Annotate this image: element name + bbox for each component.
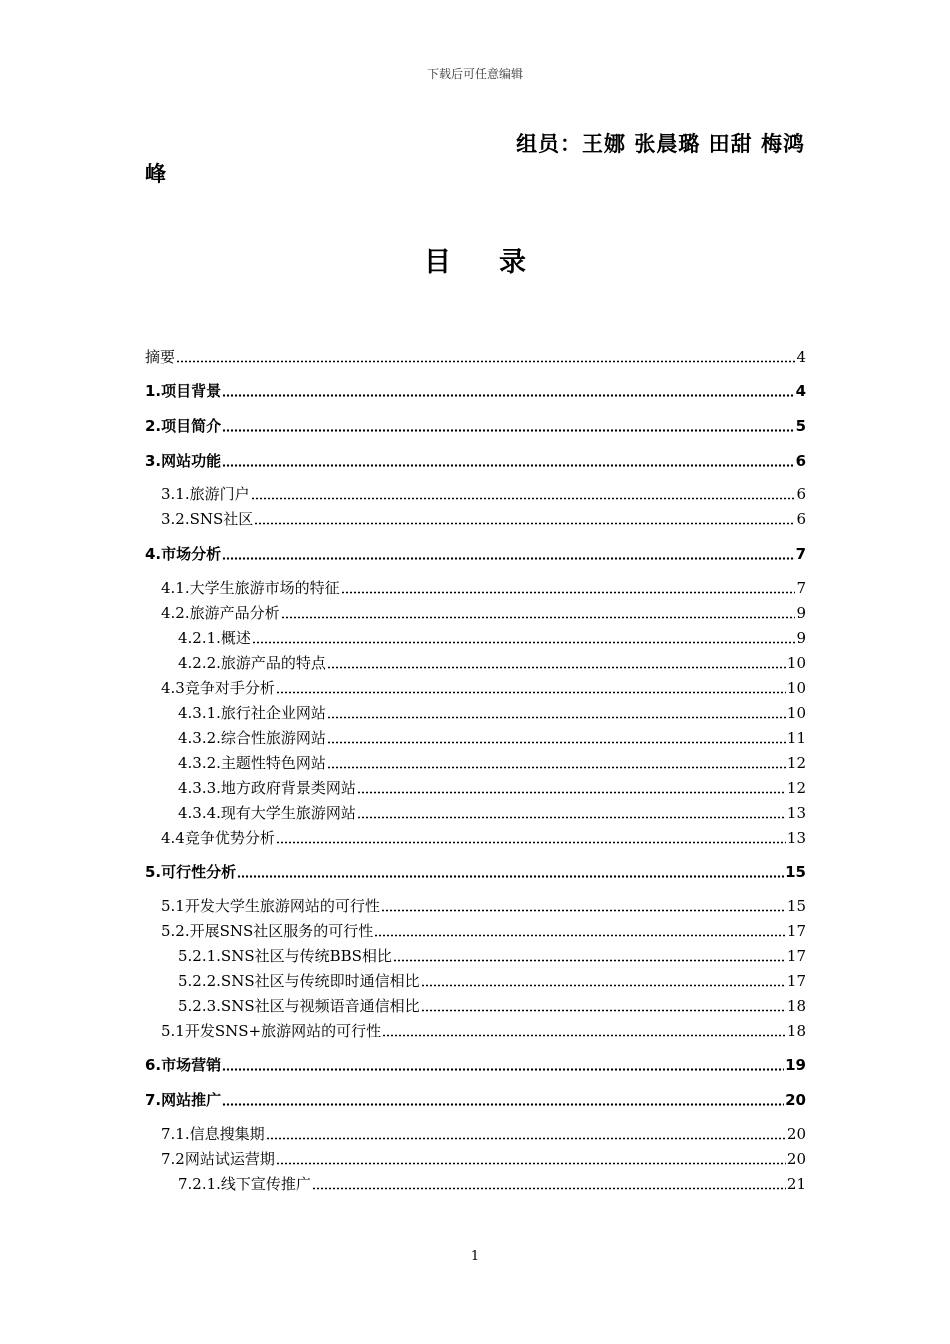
toc-entry-page: 15 [785, 863, 806, 881]
toc-entry-label: 4.3.4.现有大学生旅游网站 [178, 804, 356, 822]
toc-entry-label: 7.1.信息搜集期 [161, 1125, 265, 1143]
toc-entry-label: 5.1开发SNS+旅游网站的可行性 [161, 1022, 382, 1040]
toc-entry[interactable] [145, 1053, 806, 1075]
toc-entry-label: 4.3竞争对手分析 [161, 679, 275, 697]
toc-entry[interactable] [178, 751, 806, 773]
toc-leader-dots [251, 497, 796, 500]
toc-entry[interactable] [161, 919, 806, 941]
toc-entry-page: 10 [786, 704, 806, 722]
toc-leader-dots [266, 1137, 786, 1140]
toc-entry-label: 4.3.3.地方政府背景类网站 [178, 779, 356, 797]
toc-entry[interactable] [145, 379, 806, 401]
toc-entry-label: 4.3.1.旅行社企业网站 [178, 704, 326, 722]
header-note: 下载后可任意编辑 [426, 67, 523, 81]
toc-entry[interactable] [161, 576, 806, 598]
toc-entry-page: 17 [786, 947, 806, 965]
toc-leader-dots [281, 616, 796, 619]
toc-entry[interactable] [161, 507, 806, 529]
toc-entry-label: 4.2.2.旅游产品的特点 [178, 654, 326, 672]
toc-entry-label: 1.项目背景 [145, 382, 222, 400]
toc-entry-label: 3.2.SNS社区 [161, 510, 254, 528]
toc-entry-page: 13 [786, 829, 806, 847]
toc-entry-page: 18 [786, 1022, 806, 1040]
toc-entry[interactable] [161, 482, 806, 504]
toc-entry[interactable] [178, 969, 806, 991]
toc-leader-dots [357, 791, 786, 794]
toc-entry-page: 10 [786, 654, 806, 672]
toc-leader-dots [222, 429, 794, 432]
toc-entry-label: 4.1.大学生旅游市场的特征 [161, 579, 340, 597]
toc-entry[interactable] [145, 345, 806, 367]
toc-leader-dots [222, 557, 794, 560]
toc-entry-page: 11 [786, 729, 806, 747]
toc-entry-label: 3.1.旅游门户 [161, 485, 250, 503]
toc-entry-page: 17 [786, 922, 806, 940]
toc-entry[interactable] [178, 701, 806, 723]
toc-entry[interactable] [178, 776, 806, 798]
toc-leader-dots [276, 691, 786, 694]
toc-entry[interactable] [145, 449, 806, 471]
toc-entry-label: 6.市场营销 [145, 1056, 222, 1074]
toc-leader-dots [222, 464, 794, 467]
toc-entry-label: 5.1开发大学生旅游网站的可行性 [161, 897, 380, 915]
toc-entry-page: 12 [786, 779, 806, 797]
toc-entry-label: 7.2网站试运营期 [161, 1150, 275, 1168]
toc-entry[interactable] [161, 676, 806, 698]
toc-entry[interactable] [178, 651, 806, 673]
toc-entry[interactable] [161, 1147, 806, 1169]
toc-entry-page: 20 [785, 1091, 806, 1109]
toc-leader-dots [393, 959, 786, 962]
toc-leader-dots [374, 934, 786, 937]
toc-entry-label: 7.2.1.线下宣传推广 [178, 1175, 311, 1193]
toc-entry-page: 7 [795, 545, 806, 563]
toc-title: 目录 [424, 247, 574, 278]
toc-leader-dots [327, 666, 786, 669]
toc-entry[interactable] [161, 1122, 806, 1144]
toc-leader-dots [357, 816, 786, 819]
toc-entry-label: 7.网站推广 [145, 1091, 222, 1109]
toc-leader-dots [327, 741, 786, 744]
toc-entry-page: 4 [796, 348, 806, 366]
toc-entry-page: 20 [786, 1150, 806, 1168]
toc-entry-label: 4.2.1.概述 [178, 629, 251, 647]
toc-entry-page: 18 [786, 997, 806, 1015]
toc-entry-label: 5.2.1.SNS社区与传统BBS相比 [178, 947, 392, 965]
toc-entry-page: 9 [796, 629, 806, 647]
toc-leader-dots [222, 1103, 784, 1106]
toc-entry[interactable] [161, 601, 806, 623]
toc-leader-dots [341, 591, 796, 594]
toc-entry[interactable] [161, 894, 806, 916]
toc-leader-dots [327, 716, 786, 719]
toc-entry-page: 6 [795, 452, 806, 470]
toc-entry-label: 4.3.2.主题性特色网站 [178, 754, 326, 772]
toc-entry-label: 摘要 [145, 348, 176, 366]
toc-entry[interactable] [178, 1172, 806, 1194]
toc-leader-dots [381, 909, 786, 912]
toc-leader-dots [312, 1187, 786, 1190]
members-line-continuation: 峰 [145, 162, 166, 186]
toc-entry-label: 3.网站功能 [145, 452, 222, 470]
toc-leader-dots [421, 984, 786, 987]
toc-entry[interactable] [178, 994, 806, 1016]
toc-entry[interactable] [178, 626, 806, 648]
toc-entry-label: 5.2.开展SNS社区服务的可行性 [161, 922, 374, 940]
toc-entry-label: 4.3.2.综合性旅游网站 [178, 729, 326, 747]
toc-entry-page: 6 [796, 485, 806, 503]
toc-entry[interactable] [145, 860, 806, 882]
toc-leader-dots [176, 360, 795, 363]
toc-entry[interactable] [178, 944, 806, 966]
toc-entry-page: 21 [786, 1175, 806, 1193]
toc-leader-dots [276, 1162, 786, 1165]
toc-leader-dots [222, 394, 794, 397]
toc-entry[interactable] [145, 1088, 806, 1110]
toc-leader-dots [276, 841, 786, 844]
toc-entry-label: 5.2.2.SNS社区与传统即时通信相比 [178, 972, 420, 990]
toc-leader-dots [254, 522, 795, 525]
toc-entry-page: 19 [785, 1056, 806, 1074]
toc-entry-label: 2.项目简介 [145, 417, 222, 435]
members-line: 组员：王娜 张晨璐 田甜 梅鸿 [516, 132, 805, 156]
toc-entry-page: 17 [786, 972, 806, 990]
toc-entry-page: 10 [786, 679, 806, 697]
toc-entry-label: 5.可行性分析 [145, 863, 237, 881]
toc-leader-dots [222, 1068, 784, 1071]
toc-entry-page: 12 [786, 754, 806, 772]
page-number: 1 [470, 1249, 480, 1264]
toc-entry-page: 4 [795, 382, 806, 400]
toc-entry-label: 5.2.3.SNS社区与视频语音通信相比 [178, 997, 420, 1015]
toc-entry-page: 9 [796, 604, 806, 622]
toc-entry[interactable] [161, 826, 806, 848]
toc-entry-label: 4.市场分析 [145, 545, 222, 563]
toc-leader-dots [237, 875, 784, 878]
toc-entry[interactable] [178, 726, 806, 748]
toc-entry-page: 7 [796, 579, 806, 597]
toc-leader-dots [252, 641, 796, 644]
toc-leader-dots [382, 1034, 786, 1037]
toc-entry[interactable] [161, 1019, 806, 1041]
toc-entry-label: 4.4竞争优势分析 [161, 829, 275, 847]
toc-entry[interactable] [178, 801, 806, 823]
toc-leader-dots [327, 766, 786, 769]
toc-entry-page: 13 [786, 804, 806, 822]
toc-entry[interactable] [145, 414, 806, 436]
toc-entry-page: 6 [796, 510, 806, 528]
toc-entry-label: 4.2.旅游产品分析 [161, 604, 280, 622]
toc-entry-page: 20 [786, 1125, 806, 1143]
toc-entry-page: 5 [795, 417, 806, 435]
toc-entry-page: 15 [786, 897, 806, 915]
toc-entry[interactable] [145, 542, 806, 564]
toc-leader-dots [421, 1009, 786, 1012]
